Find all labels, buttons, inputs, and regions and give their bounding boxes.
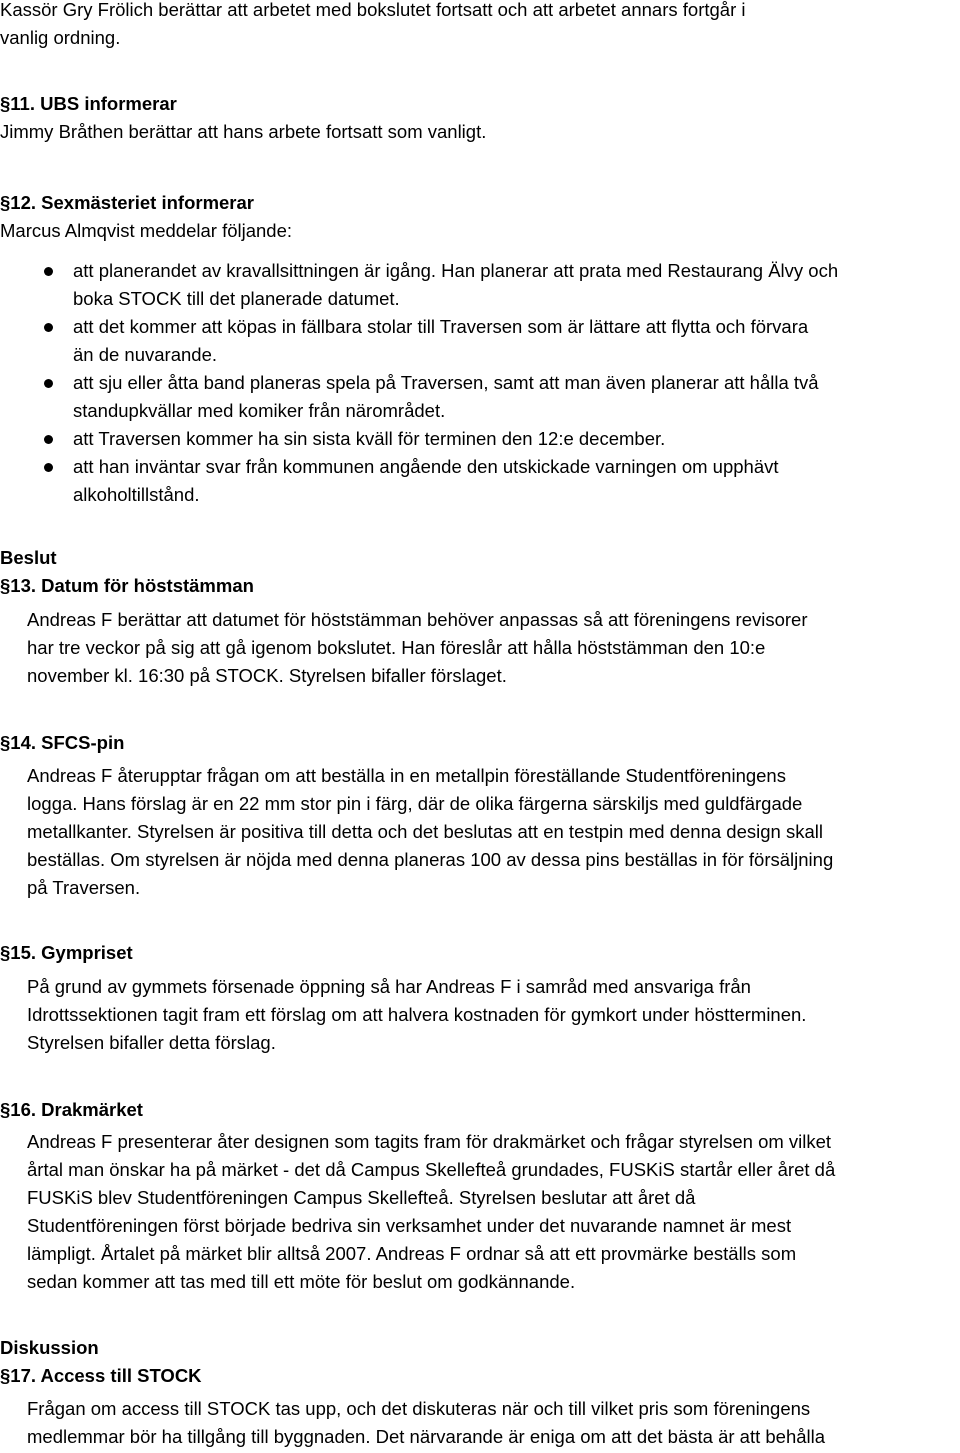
bullet-list — [44, 257, 838, 509]
section-17 — [0, 1334, 202, 1390]
section-heading: §11. UBS informerar — [0, 93, 177, 114]
section-16-body — [27, 1128, 835, 1296]
section-heading: §15. Gympriset — [0, 942, 133, 963]
text-line: sedan kommer att tas med till ett möte för beslut om godkännande. — [27, 1271, 576, 1292]
bullet-icon — [44, 463, 53, 472]
section-heading: §12. Sexmästeriet informerar — [0, 192, 254, 213]
section-heading: §13. Datum för höststämman — [0, 575, 254, 596]
bullet-icon — [44, 435, 53, 444]
text-line: logga. Hans förslag är en 22 mm stor pin i färg, där de olika färgerna särskiljs med guldfärgade — [27, 793, 803, 814]
text-line: Marcus Almqvist meddelar följande: — [0, 220, 293, 241]
text-line: FUSKiS blev Studentföreningen Campus Skellefteå. Styrelsen beslutar att året då — [27, 1187, 696, 1208]
text-line: Styrelsen bifaller detta förslag. — [27, 1032, 276, 1053]
text-line: Andreas F presenterar åter designen som tagits fram för drakmärket och frågar styrelsen om vilket — [27, 1131, 832, 1152]
bullet-icon — [44, 323, 53, 332]
list-item — [44, 313, 838, 369]
section-13-body — [27, 606, 808, 690]
text-line: november kl. 16:30 på STOCK. Styrelsen bifaller förslaget. — [27, 665, 507, 686]
text-line: årtal man önskar ha på märket - det då Campus Skellefteå grundades, FUSKiS startår eller året då — [27, 1159, 836, 1180]
section-13 — [0, 544, 254, 600]
text-line: har tre veckor på sig att gå igenom bokslutet. Han föreslår att hålla höststämman den 10:e — [27, 637, 766, 658]
section-heading: §16. Drakmärket — [0, 1099, 143, 1120]
list-item — [44, 369, 838, 425]
text-line: Jimmy Bråthen berättar att hans arbete fortsatt som vanligt. — [0, 121, 487, 142]
text-line: Andreas F berättar att datumet för höststämman behöver anpassas så att föreningens revisorer — [27, 609, 808, 630]
text-line: att det kommer att köpas in fällbara stolar till Traversen som är lättare att flytta och förvara — [73, 316, 809, 337]
section-17-body — [27, 1395, 825, 1451]
text-line: Idrottssektionen tagit fram ett förslag om att halvera kostnaden för gymkort under höstterminen. — [27, 1004, 807, 1025]
section-11 — [0, 90, 486, 146]
text-line: Studentföreningen först började bedriva sin verksamhet under det nuvarande namnet är mest — [27, 1215, 792, 1236]
text-line: Frågan om access till STOCK tas upp, och det diskuteras när och till vilket pris som föreningens — [27, 1398, 811, 1419]
beslut-label: Beslut — [0, 547, 57, 568]
text-line: att planerandet av kravallsittningen är igång. Han planerar att prata med Restaurang Älvy och — [73, 260, 839, 281]
section-15 — [0, 939, 133, 967]
section-12 — [0, 189, 292, 245]
section-15-body — [27, 973, 806, 1057]
list-item — [44, 257, 838, 313]
list-item — [44, 453, 838, 509]
text-line: medlemmar bör ha tillgång till byggnaden. Det närvarande är eniga om att det bästa är att behålla — [27, 1426, 826, 1447]
text-line: än de nuvarande. — [73, 344, 218, 365]
diskussion-label: Diskussion — [0, 1337, 99, 1358]
intro-paragraph — [0, 0, 745, 52]
text-line: beställas. Om styrelsen är nöjda med denna planeras 100 av dessa pins beställas in för försäljning — [27, 849, 834, 870]
text-line: Andreas F återupptar frågan om att beställa in en metallpin föreställande Studentföreningens — [27, 765, 786, 786]
text-line: standupkvällar med komiker från närområdet. — [73, 400, 446, 421]
text-line: På grund av gymmets försenade öppning så har Andreas F i samråd med ansvariga från — [27, 976, 751, 997]
text-line: boka STOCK till det planerade datumet. — [73, 288, 400, 309]
section-14 — [0, 729, 124, 757]
text-line: Kassör Gry Frölich berättar att arbetet med bokslutet fortsatt och att arbetet annars fortgår i — [0, 0, 746, 20]
text-line: på Traversen. — [27, 877, 141, 898]
section-heading: §14. SFCS-pin — [0, 732, 125, 753]
text-line: att sju eller åtta band planeras spela på Traversen, samt att man även planerar att hålla två — [73, 372, 819, 393]
text-line: lämpligt. Årtalet på märket blir alltså 2007. Andreas F ordnar så att ett provmärke beställs som — [27, 1243, 797, 1264]
text-line: att han inväntar svar från kommunen angående den utskickade varningen om upphävt — [73, 456, 779, 477]
bullet-icon — [44, 379, 53, 388]
section-14-body — [27, 762, 833, 902]
list-item — [44, 425, 838, 453]
section-16 — [0, 1096, 143, 1124]
section-heading: §17. Access till STOCK — [0, 1365, 202, 1386]
text-line: alkoholtillstånd. — [73, 484, 200, 505]
bullet-icon — [44, 267, 53, 276]
text-line: att Traversen kommer ha sin sista kväll för terminen den 12:e december. — [73, 428, 666, 449]
text-line: vanlig ordning. — [0, 27, 121, 48]
text-line: metallkanter. Styrelsen är positiva till detta och det beslutas att en testpin med denna design skall — [27, 821, 823, 842]
